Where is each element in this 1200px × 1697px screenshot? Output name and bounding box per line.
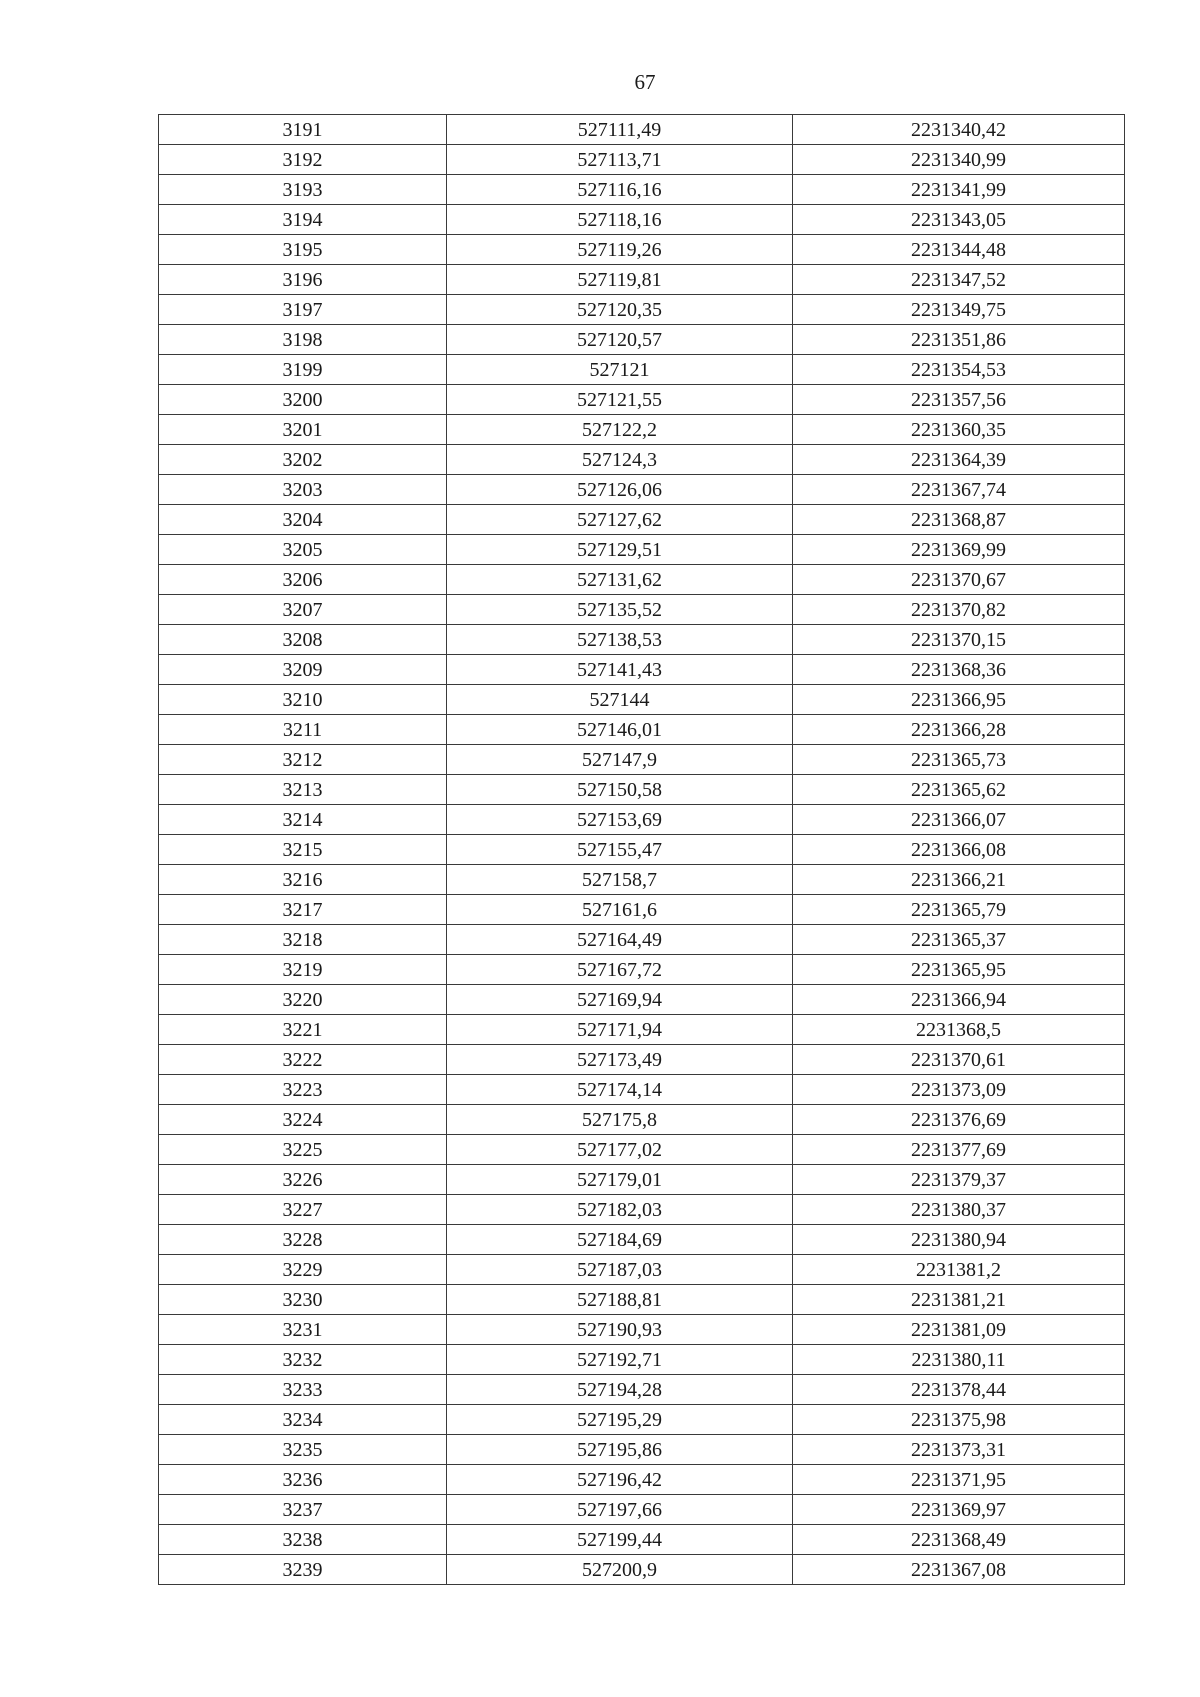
x-coordinate-cell: 527146,01 [447,715,793,745]
point-number-cell: 3207 [159,595,447,625]
y-coordinate-cell: 2231365,73 [793,745,1125,775]
table-row [159,835,1125,865]
point-number-cell: 3199 [159,355,447,385]
point-number-cell: 3215 [159,835,447,865]
table-row [159,985,1125,1015]
x-coordinate-cell: 527120,57 [447,325,793,355]
y-coordinate-cell: 2231349,75 [793,295,1125,325]
point-number-cell: 3197 [159,295,447,325]
table-row [159,145,1125,175]
y-coordinate-cell: 2231380,37 [793,1195,1125,1225]
x-coordinate-cell: 527135,52 [447,595,793,625]
table-row [159,1105,1125,1135]
point-number-cell: 3235 [159,1435,447,1465]
x-coordinate-cell: 527169,94 [447,985,793,1015]
table-row [159,175,1125,205]
y-coordinate-cell: 2231364,39 [793,445,1125,475]
x-coordinate-cell: 527120,35 [447,295,793,325]
table-row [159,745,1125,775]
point-number-cell: 3231 [159,1315,447,1345]
point-number-cell: 3212 [159,745,447,775]
table-row [159,805,1125,835]
point-number-cell: 3196 [159,265,447,295]
point-number-cell: 3208 [159,625,447,655]
coordinates-table [158,114,1125,1585]
table-row [159,475,1125,505]
x-coordinate-cell: 527121,55 [447,385,793,415]
table-row [159,1135,1125,1165]
y-coordinate-cell: 2231369,99 [793,535,1125,565]
table-row [159,265,1125,295]
table-row [159,1435,1125,1465]
y-coordinate-cell: 2231381,09 [793,1315,1125,1345]
point-number-cell: 3214 [159,805,447,835]
point-number-cell: 3204 [159,505,447,535]
table-row [159,1375,1125,1405]
y-coordinate-cell: 2231343,05 [793,205,1125,235]
y-coordinate-cell: 2231340,42 [793,115,1125,145]
x-coordinate-cell: 527138,53 [447,625,793,655]
y-coordinate-cell: 2231366,95 [793,685,1125,715]
point-number-cell: 3201 [159,415,447,445]
table-row [159,1315,1125,1345]
y-coordinate-cell: 2231341,99 [793,175,1125,205]
y-coordinate-cell: 2231379,37 [793,1165,1125,1195]
point-number-cell: 3218 [159,925,447,955]
table-row [159,565,1125,595]
coordinates-table-body [159,115,1125,1585]
table-row [159,1285,1125,1315]
point-number-cell: 3223 [159,1075,447,1105]
point-number-cell: 3234 [159,1405,447,1435]
x-coordinate-cell: 527174,14 [447,1075,793,1105]
x-coordinate-cell: 527116,16 [447,175,793,205]
x-coordinate-cell: 527195,29 [447,1405,793,1435]
y-coordinate-cell: 2231370,67 [793,565,1125,595]
point-number-cell: 3198 [159,325,447,355]
table-row [159,685,1125,715]
y-coordinate-cell: 2231369,97 [793,1495,1125,1525]
table-row [159,355,1125,385]
y-coordinate-cell: 2231368,5 [793,1015,1125,1045]
y-coordinate-cell: 2231366,07 [793,805,1125,835]
y-coordinate-cell: 2231368,87 [793,505,1125,535]
point-number-cell: 3238 [159,1525,447,1555]
y-coordinate-cell: 2231365,95 [793,955,1125,985]
table-row [159,385,1125,415]
x-coordinate-cell: 527194,28 [447,1375,793,1405]
table-row [159,775,1125,805]
point-number-cell: 3195 [159,235,447,265]
x-coordinate-cell: 527161,6 [447,895,793,925]
point-number-cell: 3209 [159,655,447,685]
x-coordinate-cell: 527187,03 [447,1255,793,1285]
y-coordinate-cell: 2231340,99 [793,145,1125,175]
table-row [159,325,1125,355]
x-coordinate-cell: 527127,62 [447,505,793,535]
y-coordinate-cell: 2231366,94 [793,985,1125,1015]
y-coordinate-cell: 2231357,56 [793,385,1125,415]
point-number-cell: 3216 [159,865,447,895]
table-row [159,505,1125,535]
y-coordinate-cell: 2231373,31 [793,1435,1125,1465]
point-number-cell: 3236 [159,1465,447,1495]
point-number-cell: 3205 [159,535,447,565]
x-coordinate-cell: 527150,58 [447,775,793,805]
x-coordinate-cell: 527118,16 [447,205,793,235]
table-row [159,865,1125,895]
x-coordinate-cell: 527153,69 [447,805,793,835]
point-number-cell: 3230 [159,1285,447,1315]
table-row [159,535,1125,565]
table-row [159,1345,1125,1375]
table-row [159,715,1125,745]
y-coordinate-cell: 2231367,08 [793,1555,1125,1585]
y-coordinate-cell: 2231354,53 [793,355,1125,385]
x-coordinate-cell: 527124,3 [447,445,793,475]
y-coordinate-cell: 2231377,69 [793,1135,1125,1165]
table-row [159,295,1125,325]
y-coordinate-cell: 2231376,69 [793,1105,1125,1135]
table-row [159,235,1125,265]
x-coordinate-cell: 527121 [447,355,793,385]
x-coordinate-cell: 527126,06 [447,475,793,505]
point-number-cell: 3225 [159,1135,447,1165]
table-row [159,415,1125,445]
x-coordinate-cell: 527192,71 [447,1345,793,1375]
x-coordinate-cell: 527144 [447,685,793,715]
y-coordinate-cell: 2231370,61 [793,1045,1125,1075]
x-coordinate-cell: 527164,49 [447,925,793,955]
x-coordinate-cell: 527190,93 [447,1315,793,1345]
table-row [159,1225,1125,1255]
y-coordinate-cell: 2231366,28 [793,715,1125,745]
x-coordinate-cell: 527195,86 [447,1435,793,1465]
x-coordinate-cell: 527177,02 [447,1135,793,1165]
point-number-cell: 3219 [159,955,447,985]
point-number-cell: 3194 [159,205,447,235]
y-coordinate-cell: 2231365,79 [793,895,1125,925]
x-coordinate-cell: 527158,7 [447,865,793,895]
x-coordinate-cell: 527171,94 [447,1015,793,1045]
y-coordinate-cell: 2231373,09 [793,1075,1125,1105]
point-number-cell: 3217 [159,895,447,925]
table-row [159,1015,1125,1045]
point-number-cell: 3220 [159,985,447,1015]
point-number-cell: 3202 [159,445,447,475]
y-coordinate-cell: 2231344,48 [793,235,1125,265]
point-number-cell: 3239 [159,1555,447,1585]
table-row [159,1075,1125,1105]
point-number-cell: 3232 [159,1345,447,1375]
y-coordinate-cell: 2231381,21 [793,1285,1125,1315]
x-coordinate-cell: 527119,26 [447,235,793,265]
point-number-cell: 3210 [159,685,447,715]
x-coordinate-cell: 527197,66 [447,1495,793,1525]
x-coordinate-cell: 527175,8 [447,1105,793,1135]
table-row [159,1045,1125,1075]
table-row [159,445,1125,475]
x-coordinate-cell: 527147,9 [447,745,793,775]
x-coordinate-cell: 527182,03 [447,1195,793,1225]
table-row [159,1195,1125,1225]
x-coordinate-cell: 527141,43 [447,655,793,685]
x-coordinate-cell: 527122,2 [447,415,793,445]
x-coordinate-cell: 527179,01 [447,1165,793,1195]
y-coordinate-cell: 2231365,62 [793,775,1125,805]
x-coordinate-cell: 527200,9 [447,1555,793,1585]
point-number-cell: 3200 [159,385,447,415]
y-coordinate-cell: 2231371,95 [793,1465,1125,1495]
point-number-cell: 3193 [159,175,447,205]
table-row [159,595,1125,625]
table-row [159,1495,1125,1525]
y-coordinate-cell: 2231380,11 [793,1345,1125,1375]
point-number-cell: 3228 [159,1225,447,1255]
table-row [159,895,1125,925]
table-row [159,205,1125,235]
table-row [159,655,1125,685]
table-row [159,1465,1125,1495]
x-coordinate-cell: 527196,42 [447,1465,793,1495]
y-coordinate-cell: 2231366,21 [793,865,1125,895]
x-coordinate-cell: 527131,62 [447,565,793,595]
point-number-cell: 3221 [159,1015,447,1045]
table-row [159,625,1125,655]
table-row [159,1405,1125,1435]
y-coordinate-cell: 2231347,52 [793,265,1125,295]
x-coordinate-cell: 527129,51 [447,535,793,565]
point-number-cell: 3191 [159,115,447,145]
y-coordinate-cell: 2231370,15 [793,625,1125,655]
y-coordinate-cell: 2231365,37 [793,925,1125,955]
y-coordinate-cell: 2231366,08 [793,835,1125,865]
point-number-cell: 3192 [159,145,447,175]
point-number-cell: 3229 [159,1255,447,1285]
point-number-cell: 3227 [159,1195,447,1225]
y-coordinate-cell: 2231378,44 [793,1375,1125,1405]
x-coordinate-cell: 527111,49 [447,115,793,145]
point-number-cell: 3233 [159,1375,447,1405]
x-coordinate-cell: 527199,44 [447,1525,793,1555]
x-coordinate-cell: 527119,81 [447,265,793,295]
point-number-cell: 3224 [159,1105,447,1135]
y-coordinate-cell: 2231368,36 [793,655,1125,685]
x-coordinate-cell: 527167,72 [447,955,793,985]
table-row [159,1165,1125,1195]
x-coordinate-cell: 527155,47 [447,835,793,865]
y-coordinate-cell: 2231360,35 [793,415,1125,445]
point-number-cell: 3226 [159,1165,447,1195]
table-row [159,1525,1125,1555]
point-number-cell: 3211 [159,715,447,745]
point-number-cell: 3222 [159,1045,447,1075]
table-row [159,115,1125,145]
point-number-cell: 3213 [159,775,447,805]
x-coordinate-cell: 527184,69 [447,1225,793,1255]
table-row [159,1555,1125,1585]
y-coordinate-cell: 2231381,2 [793,1255,1125,1285]
y-coordinate-cell: 2231370,82 [793,595,1125,625]
point-number-cell: 3206 [159,565,447,595]
x-coordinate-cell: 527188,81 [447,1285,793,1315]
y-coordinate-cell: 2231351,86 [793,325,1125,355]
point-number-cell: 3237 [159,1495,447,1525]
point-number-cell: 3203 [159,475,447,505]
page-number: 67 [634,70,656,94]
y-coordinate-cell: 2231368,49 [793,1525,1125,1555]
y-coordinate-cell: 2231375,98 [793,1405,1125,1435]
x-coordinate-cell: 527113,71 [447,145,793,175]
table-row [159,1255,1125,1285]
table-row [159,925,1125,955]
x-coordinate-cell: 527173,49 [447,1045,793,1075]
y-coordinate-cell: 2231380,94 [793,1225,1125,1255]
y-coordinate-cell: 2231367,74 [793,475,1125,505]
table-row [159,955,1125,985]
